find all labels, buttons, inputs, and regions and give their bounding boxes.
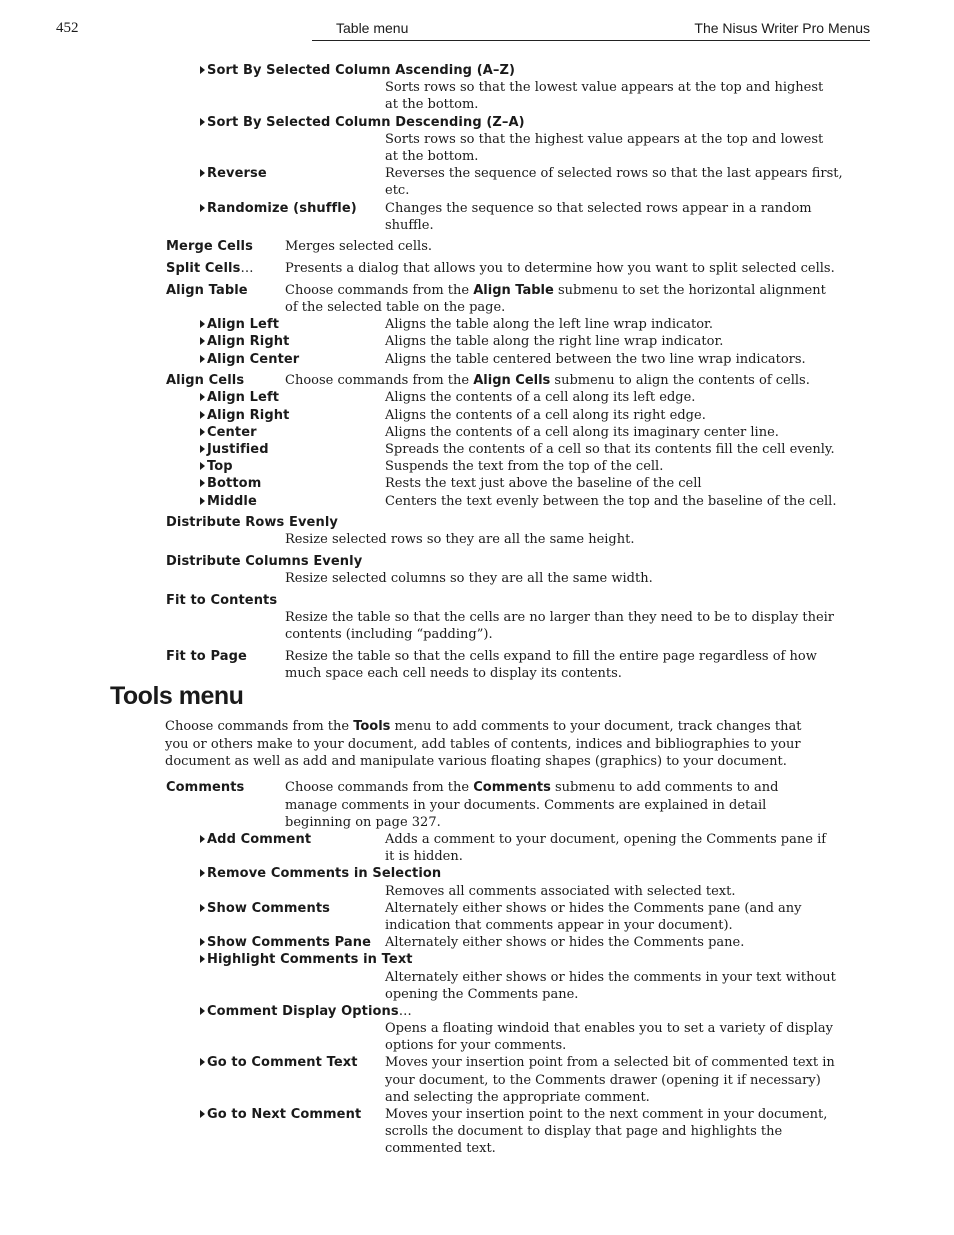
sub-entry xyxy=(0,1054,954,1071)
entry-desc: Alternately either shows or hides the Comments pane. xyxy=(385,935,745,951)
entry-desc-line xyxy=(0,1072,954,1089)
entry-desc-line xyxy=(0,1089,954,1106)
submenu-triangle-icon xyxy=(200,462,205,470)
sub-entry-label: Sort By Selected Column Ascending (A–Z) xyxy=(207,63,516,78)
menu-entry-label: Distribute Rows Evenly xyxy=(166,515,338,531)
entry-desc-line xyxy=(0,814,954,831)
entry-desc-line xyxy=(0,148,954,165)
entry-desc: Moves your insertion point to the next comment in your document, xyxy=(385,1107,828,1122)
intro-text: Choose commands from the xyxy=(165,719,354,735)
intro-text: document as well as add and manipulate various floating shapes (graphics) to your document. xyxy=(165,753,787,769)
menu-entry-label: Distribute Columns Evenly xyxy=(166,554,363,570)
entry-desc: Aligns the contents of a cell along its imaginary center line. xyxy=(385,424,779,440)
sub-entry xyxy=(0,831,954,848)
sub-entry xyxy=(0,351,954,368)
entry-desc: opening the Comments pane. xyxy=(385,986,579,1002)
entry-desc: Rests the text just above the baseline of the cell xyxy=(385,476,702,492)
sub-entry-label: Middle xyxy=(207,493,257,509)
entry-desc: at the bottom. xyxy=(385,97,479,113)
entry-desc: scrolls the document to display that page and highlights the xyxy=(385,1124,783,1140)
entry-desc: Aligns the contents of a cell along its left edge. xyxy=(385,390,696,406)
sub-entry xyxy=(0,441,954,458)
entry-desc: at the bottom. xyxy=(385,148,479,164)
entry-desc-line xyxy=(0,986,954,1003)
entry-desc-line xyxy=(0,182,954,199)
entry-desc-line xyxy=(0,626,954,643)
entry-desc: Alternately either shows or hides the Comments pane (and any xyxy=(385,900,802,916)
entry-desc: Aligns the table centered between the two line wrap indicators. xyxy=(385,351,806,367)
entry-desc: Sorts rows so that the highest value appears at the top and lowest xyxy=(385,131,824,147)
entry-desc: Resize the table so that the cells expand to fill the entire page regardless of how xyxy=(285,649,817,664)
entry-desc: Centers the text evenly between the top and the baseline of the cell. xyxy=(385,493,837,509)
menu-entry-label: Fit to Contents xyxy=(166,592,278,608)
submenu-triangle-icon xyxy=(200,1058,205,1066)
menu-entry-label: Comments xyxy=(166,780,245,796)
running-book-title: The Nisus Writer Pro Menus xyxy=(694,20,870,36)
entry-desc-line xyxy=(0,917,954,934)
entry-desc: Opens a floating windoid that enables you to set a variety of display xyxy=(385,1021,833,1037)
entry-desc-line xyxy=(0,969,954,986)
entry-desc: your document, to the Comments drawer (opening it if necessary) xyxy=(385,1072,821,1088)
sub-entry xyxy=(0,458,954,475)
entry-desc: of the selected table on the page. xyxy=(285,299,506,315)
sub-entry-label: Highlight Comments in Text xyxy=(207,952,413,968)
entry-desc-line xyxy=(0,131,954,148)
entry-desc-line xyxy=(0,665,954,682)
menu-entry xyxy=(0,260,954,277)
entry-desc: Aligns the table along the right line wrap indicator. xyxy=(385,334,724,350)
sub-entry-label: Go to Comment Text xyxy=(207,1055,358,1071)
entry-desc: shuffle. xyxy=(385,217,434,233)
sub-entry-title xyxy=(0,62,954,79)
sub-entry xyxy=(0,934,954,951)
sub-entry-label: Align Right xyxy=(207,407,290,423)
entry-desc-line xyxy=(0,848,954,865)
menu-entry xyxy=(0,514,954,531)
sub-entry-label: Sort By Selected Column Descending (Z–A) xyxy=(207,114,525,130)
submenu-triangle-icon xyxy=(200,204,205,212)
menu-entry xyxy=(0,648,954,665)
entry-desc: Choose commands from the xyxy=(285,780,474,796)
entry-desc: Changes the sequence so that selected rows appear in a random xyxy=(385,200,812,216)
sub-entry xyxy=(0,389,954,406)
entry-desc: submenu to align the contents of cells. xyxy=(550,373,810,389)
section-heading xyxy=(0,682,954,718)
submenu-triangle-icon xyxy=(200,835,205,843)
page-body xyxy=(0,62,954,1158)
inline-command: Comments xyxy=(473,780,551,796)
entry-desc: Aligns the contents of a cell along its right edge. xyxy=(385,407,706,423)
entry-desc: Removes all comments associated with selected text. xyxy=(385,883,736,899)
submenu-triangle-icon xyxy=(200,1110,205,1118)
entry-desc-line xyxy=(0,1020,954,1037)
entry-desc: beginning on page 327. xyxy=(285,814,441,830)
sub-entry-label: Reverse xyxy=(207,166,267,182)
submenu-triangle-icon xyxy=(200,955,205,963)
sub-entry xyxy=(0,475,954,492)
entry-desc-line xyxy=(0,79,954,96)
running-section-title: Table menu xyxy=(336,20,409,36)
entry-desc: and selecting the appropriate comment. xyxy=(385,1089,650,1105)
sub-entry-label: Align Left xyxy=(207,390,280,406)
sub-entry-label: Show Comments xyxy=(207,900,330,916)
sub-entry xyxy=(0,900,954,917)
entry-desc: options for your comments. xyxy=(385,1038,567,1054)
sub-entry xyxy=(0,493,954,510)
entry-desc: much space each cell needs to display its contents. xyxy=(285,666,622,682)
entry-desc: Merges selected cells. xyxy=(285,239,432,255)
menu-entry-label: Align Cells xyxy=(166,373,245,389)
entry-desc: Choose commands from the xyxy=(285,373,474,389)
entry-desc: etc. xyxy=(385,183,410,199)
submenu-triangle-icon xyxy=(200,66,205,74)
entry-desc: Alternately either shows or hides the comments in your text without xyxy=(385,969,836,985)
entry-desc-line xyxy=(0,570,954,587)
sub-entry xyxy=(0,316,954,333)
entry-desc-line xyxy=(0,1037,954,1054)
entry-desc: Resize selected rows so they are all the same height. xyxy=(285,532,635,548)
sub-entry xyxy=(0,200,954,217)
running-header xyxy=(0,20,954,42)
entry-desc-line xyxy=(0,1140,954,1157)
header-rule xyxy=(312,40,870,41)
entry-desc: Presents a dialog that allows you to determine how you want to split selected cells. xyxy=(285,261,835,277)
submenu-triangle-icon xyxy=(200,337,205,345)
menu-entry-label: Align Table xyxy=(166,282,248,298)
submenu-triangle-icon xyxy=(200,445,205,453)
sub-entry-label: Remove Comments in Selection xyxy=(207,866,442,882)
sub-entry-label: Align Center xyxy=(207,351,300,367)
sub-entry-title xyxy=(0,114,954,131)
sub-entry-label: Add Comment xyxy=(207,832,312,847)
ellipsis: … xyxy=(240,261,254,277)
entry-desc: Resize selected columns so they are all the same width. xyxy=(285,571,653,587)
entry-desc: submenu to add comments to and xyxy=(550,780,779,796)
intro-text: you or others make to your document, add tables of contents, indices and bibliographies to your xyxy=(165,736,801,752)
section-heading-text: Tools menu xyxy=(110,682,244,711)
sub-entry-title xyxy=(0,865,954,882)
sub-entry-label: Align Right xyxy=(207,334,290,350)
menu-entry-label: Split Cells xyxy=(166,261,241,277)
entry-desc: Reverses the sequence of selected rows so that the last appears first, xyxy=(385,166,843,182)
entry-desc: it is hidden. xyxy=(385,849,463,865)
sub-entry-label: Align Left xyxy=(207,317,280,333)
submenu-triangle-icon xyxy=(200,118,205,126)
entry-desc: Moves your insertion point from a selected bit of commented text in xyxy=(385,1055,835,1071)
entry-desc: contents (including “padding”). xyxy=(285,627,493,643)
menu-entry xyxy=(0,553,954,570)
menu-entry xyxy=(0,282,954,299)
entry-desc: Sorts rows so that the lowest value appears at the top and highest xyxy=(385,80,824,96)
sub-entry xyxy=(0,1106,954,1123)
sub-entry-label: Bottom xyxy=(207,476,262,492)
entry-desc: manage comments in your documents. Comments are explained in detail xyxy=(285,797,767,813)
entry-desc: Aligns the table along the left line wrap indicator. xyxy=(385,317,713,333)
submenu-triangle-icon xyxy=(200,904,205,912)
intro-line xyxy=(0,753,954,770)
submenu-triangle-icon xyxy=(200,497,205,505)
submenu-triangle-icon xyxy=(200,411,205,419)
entry-desc-line xyxy=(0,609,954,626)
sub-entry-label: Center xyxy=(207,424,257,440)
menu-entry xyxy=(0,238,954,255)
intro-text: menu to add comments to your document, track changes that xyxy=(390,719,802,735)
entry-desc-line xyxy=(0,797,954,814)
entry-desc-line xyxy=(0,217,954,234)
entry-desc-line xyxy=(0,883,954,900)
entry-desc: submenu to set the horizontal alignment xyxy=(553,282,826,298)
submenu-triangle-icon xyxy=(200,1007,205,1015)
intro-line xyxy=(0,736,954,753)
sub-entry-label: Go to Next Comment xyxy=(207,1107,362,1122)
inline-command: Tools xyxy=(353,719,391,735)
intro-line xyxy=(0,718,954,735)
entry-desc: commented text. xyxy=(385,1141,496,1157)
entry-desc-line xyxy=(0,1123,954,1140)
entry-desc: Resize the table so that the cells are no larger than they need to be to display their xyxy=(285,610,835,626)
sub-entry-label: Comment Display Options xyxy=(207,1003,399,1019)
entry-desc-line xyxy=(0,299,954,316)
sub-entry xyxy=(0,407,954,424)
menu-entry-label: Fit to Page xyxy=(166,649,247,664)
menu-entry-label: Merge Cells xyxy=(166,239,253,255)
sub-entry xyxy=(0,333,954,350)
sub-entry-title xyxy=(0,1003,954,1020)
submenu-triangle-icon xyxy=(200,938,205,946)
submenu-triangle-icon xyxy=(200,320,205,328)
entry-desc: Spreads the contents of a cell so that its contents fill the cell evenly. xyxy=(385,441,835,457)
submenu-triangle-icon xyxy=(200,393,205,401)
menu-entry xyxy=(0,592,954,609)
sub-entry-label: Justified xyxy=(207,441,269,457)
submenu-triangle-icon xyxy=(200,479,205,487)
entry-desc: indication that comments appear in your document). xyxy=(385,917,733,933)
sub-entry-label: Show Comments Pane xyxy=(207,935,372,951)
entry-desc-line xyxy=(0,96,954,113)
ellipsis: … xyxy=(398,1003,412,1019)
submenu-triangle-icon xyxy=(200,869,205,877)
submenu-triangle-icon xyxy=(200,355,205,363)
entry-desc: Choose commands from the xyxy=(285,282,474,298)
page-number: 452 xyxy=(56,20,79,36)
entry-desc: Suspends the text from the top of the cell. xyxy=(385,459,664,475)
inline-command: Align Cells xyxy=(473,373,551,389)
entry-desc: Adds a comment to your document, opening the Comments pane if xyxy=(385,832,827,847)
submenu-triangle-icon xyxy=(200,428,205,436)
submenu-triangle-icon xyxy=(200,169,205,177)
sub-entry xyxy=(0,424,954,441)
entry-desc-line xyxy=(0,531,954,548)
sub-entry-label: Top xyxy=(207,459,233,475)
sub-entry-title xyxy=(0,951,954,968)
inline-command: Align Table xyxy=(473,282,554,298)
sub-entry xyxy=(0,165,954,182)
sub-entry-label: Randomize (shuffle) xyxy=(207,200,357,216)
menu-entry xyxy=(0,372,954,389)
menu-entry xyxy=(0,779,954,796)
